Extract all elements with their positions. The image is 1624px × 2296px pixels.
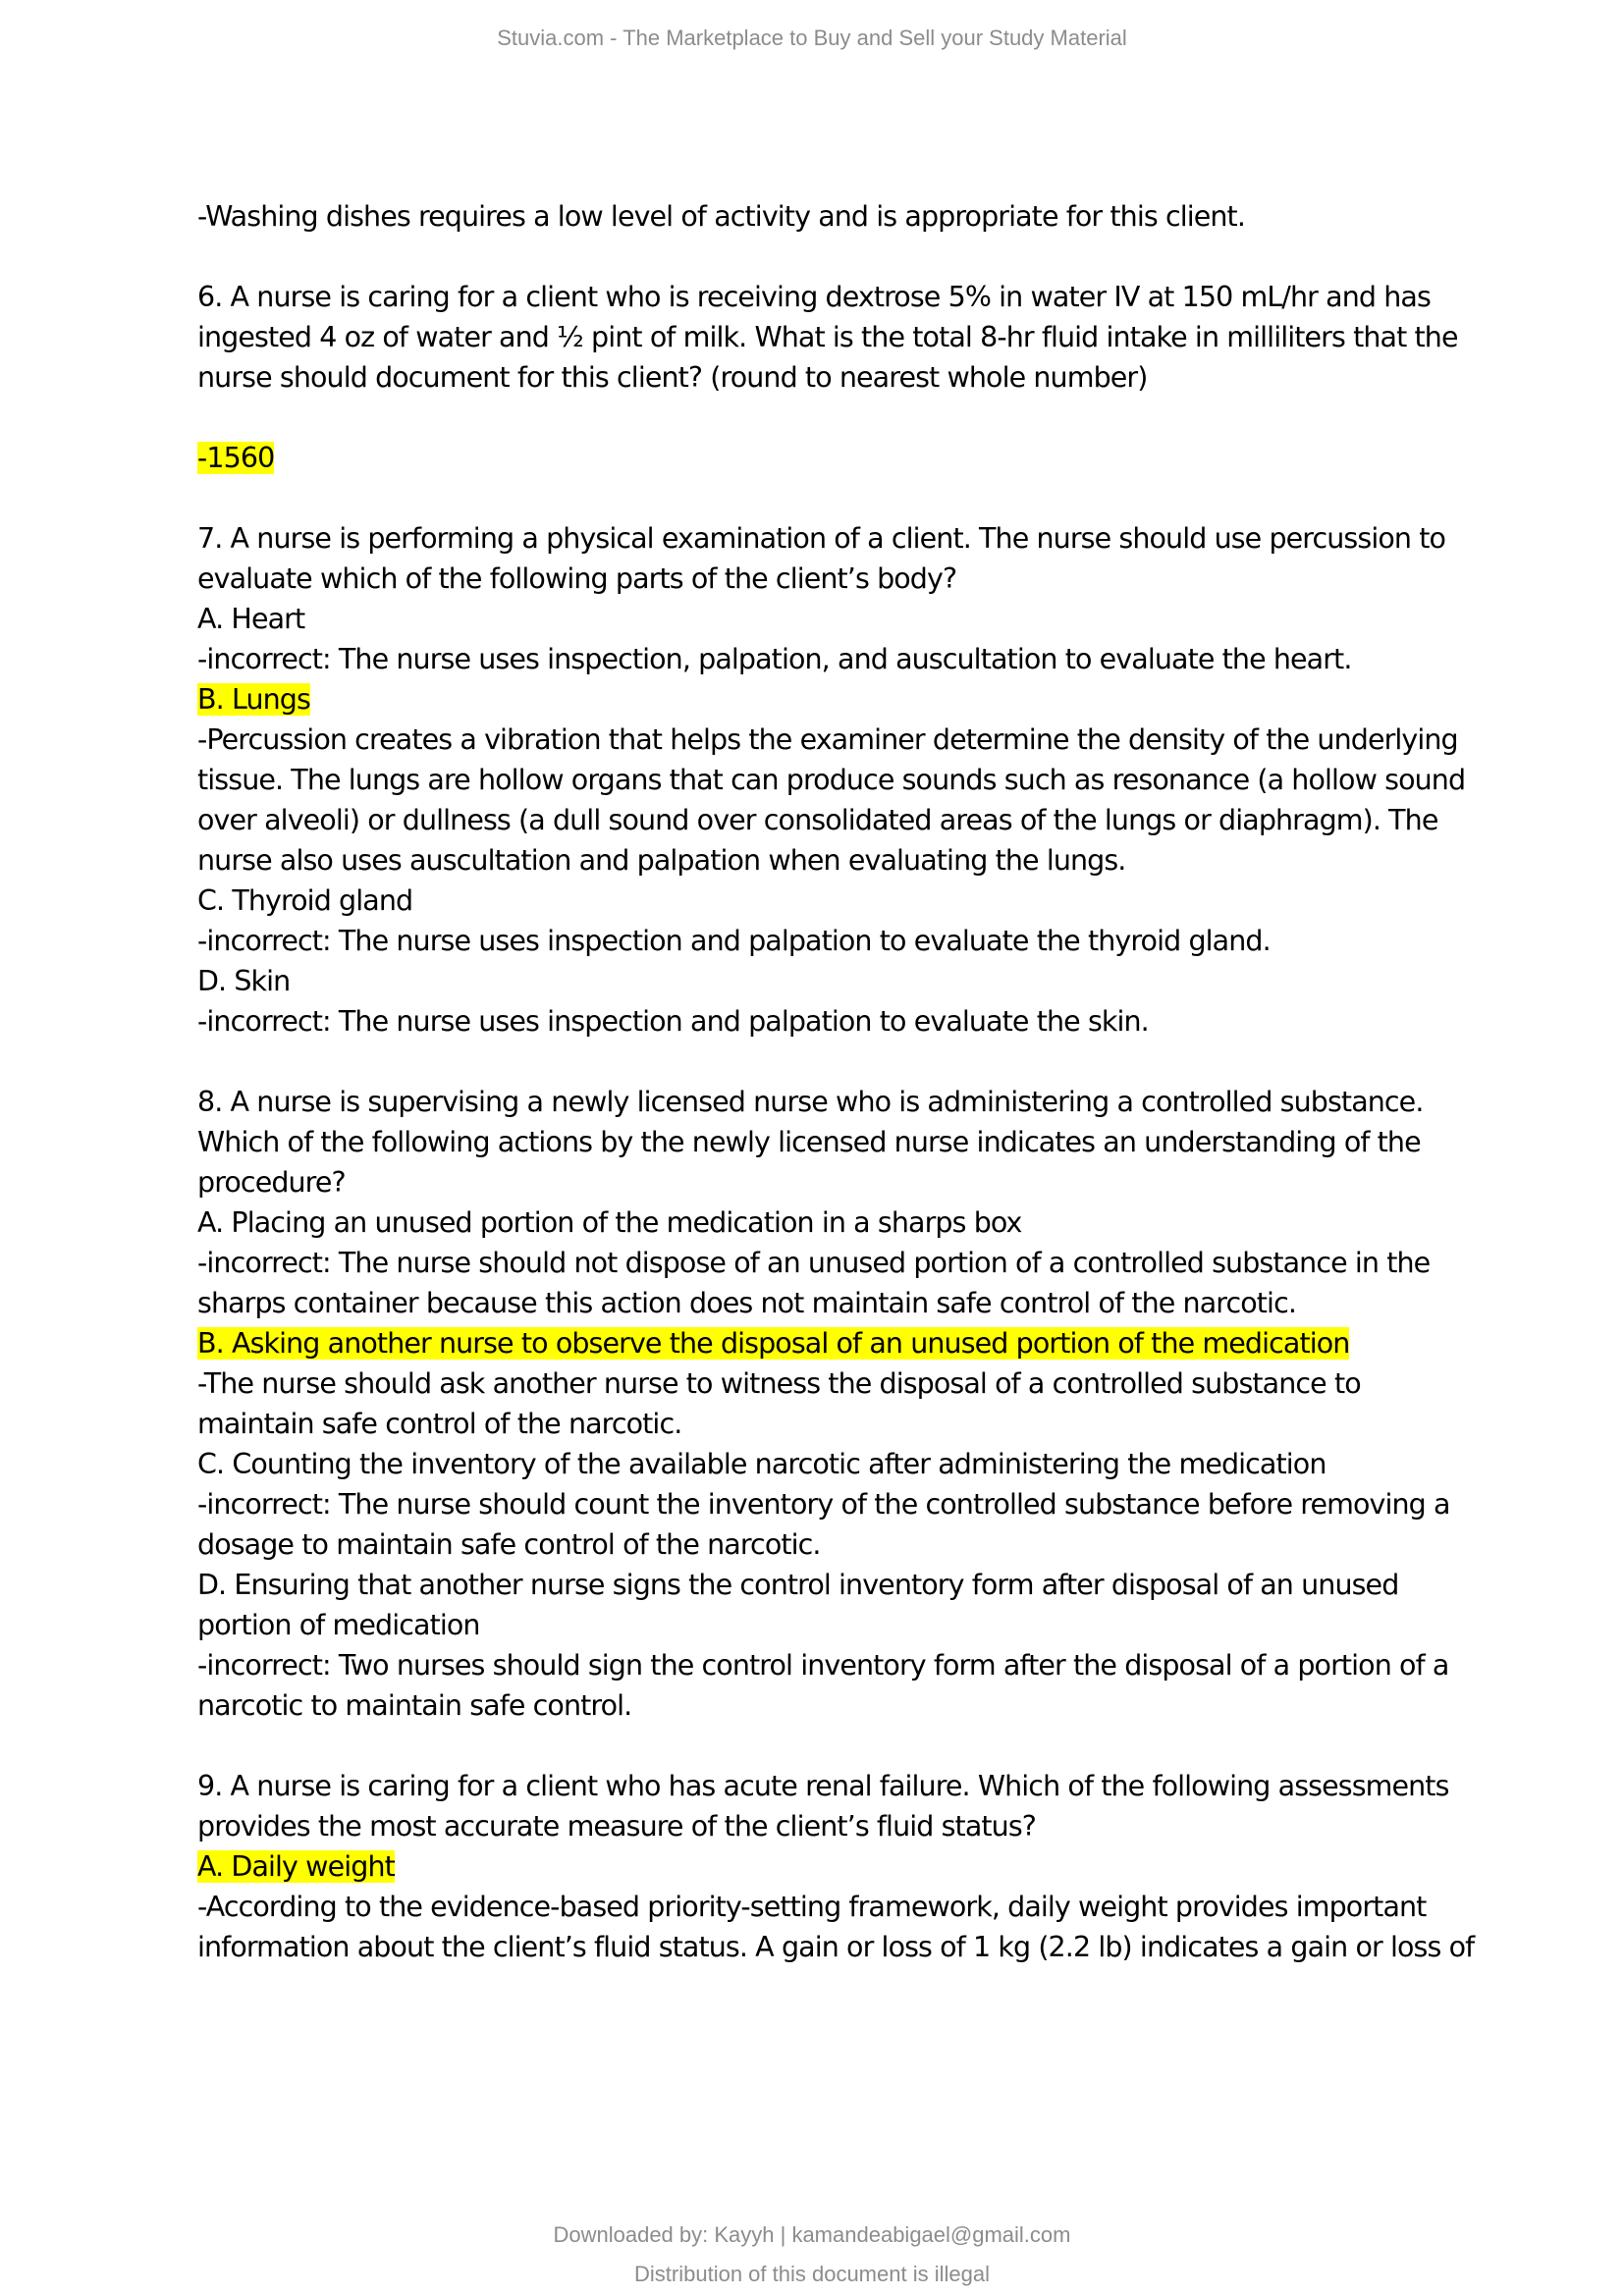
question-8-stem: procedure? <box>197 1166 346 1199</box>
question-8-rationale-d: narcotic to maintain safe control. <box>197 1689 632 1722</box>
question-9-rationale-a: information about the client’s fluid status. A gain or loss of 1 kg (2.2 lb) indicates a gain or loss of <box>197 1931 1475 1963</box>
question-8-option-c: C. Counting the inventory of the available narcotic after administering the medication <box>197 1448 1326 1480</box>
stuvia-header-banner: Stuvia.com - The Marketplace to Buy and Sell your Study Material <box>497 26 1127 50</box>
question-8-rationale-d: -incorrect: Two nurses should sign the control inventory form after the disposal of a portion of a <box>197 1649 1449 1682</box>
question-7-option-a: A. Heart <box>197 603 305 635</box>
question-8-rationale-c: dosage to maintain safe control of the narcotic. <box>197 1528 821 1561</box>
question-8-rationale-a: sharps container because this action does not maintain safe control of the narcotic. <box>197 1287 1296 1319</box>
question-9-option-a <box>197 1846 1493 1887</box>
question-9-stem: provides the most accurate measure of the client’s fluid status? <box>197 1810 1037 1842</box>
highlighted-answer: B. Lungs <box>197 683 310 716</box>
question-8-rationale-a: -incorrect: The nurse should not dispose of an unused portion of a controlled substance in the <box>197 1247 1431 1279</box>
question-7-stem: 7. A nurse is performing a physical examination of a client. The nurse should use percussion to <box>197 522 1446 555</box>
downloaded-by-footer: Downloaded by: Kayyh | kamandeabigael@gmail.com <box>553 2222 1071 2247</box>
question-7-rationale-a: -incorrect: The nurse uses inspection, palpation, and auscultation to evaluate the heart. <box>197 643 1352 675</box>
blank-line <box>197 237 1493 277</box>
question-7-rationale-d: -incorrect: The nurse uses inspection and palpation to evaluate the skin. <box>197 1005 1149 1038</box>
question-8-rationale-c: -incorrect: The nurse should count the inventory of the controlled substance before removing a <box>197 1488 1450 1521</box>
question-8-rationale-b: maintain safe control of the narcotic. <box>197 1408 682 1440</box>
question-6-stem: ingested 4 oz of water and ½ pint of milk. What is the total 8-hr fluid intake in milliliters that the <box>197 321 1458 353</box>
question-8-rationale-b: -The nurse should ask another nurse to witness the disposal of a controlled substance to <box>197 1367 1361 1400</box>
question-7-rationale-b: over alveoli) or dullness (a dull sound over consolidated areas of the lungs or diaphragm). The <box>197 804 1438 836</box>
blank-line <box>197 1726 1493 1766</box>
blank-line <box>197 1041 1493 1082</box>
question-8-option-a: A. Placing an unused portion of the medication in a sharps box <box>197 1206 1022 1239</box>
question-7-stem: evaluate which of the following parts of the client’s body? <box>197 562 957 595</box>
question-8-stem: Which of the following actions by the newly licensed nurse indicates an understanding of the <box>197 1126 1421 1158</box>
question-6-stem: nurse should document for this client? (round to nearest whole number) <box>197 361 1148 394</box>
question-7-rationale-b: nurse also uses auscultation and palpation when evaluating the lungs. <box>197 844 1126 877</box>
highlighted-answer: -1560 <box>197 442 275 474</box>
question-8-stem: 8. A nurse is supervising a newly licensed nurse who is administering a controlled substance. <box>197 1086 1424 1118</box>
question-9-stem: 9. A nurse is caring for a client who has acute renal failure. Which of the following assessments <box>197 1770 1449 1802</box>
question-7-rationale-b: -Percussion creates a vibration that helps the examiner determine the density of the underlying <box>197 723 1458 756</box>
blank-line <box>197 398 1493 438</box>
question-6-stem: 6. A nurse is caring for a client who is receiving dextrose 5% in water IV at 150 mL/hr and has <box>197 281 1431 313</box>
question-8-option-d: portion of medication <box>197 1609 480 1641</box>
blank-line <box>197 478 1493 518</box>
text-line: -Washing dishes requires a low level of activity and is appropriate for this client. <box>197 200 1245 233</box>
question-7-rationale-c: -incorrect: The nurse uses inspection and palpation to evaluate the thyroid gland. <box>197 925 1271 957</box>
question-8-option-d: D. Ensuring that another nurse signs the control inventory form after disposal of an unused <box>197 1569 1399 1601</box>
question-8-option-b <box>197 1323 1493 1363</box>
question-7-option-b <box>197 679 1493 720</box>
document-body <box>197 196 1493 1967</box>
highlighted-answer: B. Asking another nurse to observe the disposal of an unused portion of the medication <box>197 1327 1350 1360</box>
highlighted-answer: A. Daily weight <box>197 1850 395 1883</box>
question-9-rationale-a: -According to the evidence-based priority-setting framework, daily weight provides important <box>197 1891 1427 1923</box>
question-6-answer <box>197 438 1493 478</box>
distribution-notice-footer: Distribution of this document is illegal <box>634 2262 990 2286</box>
question-7-option-c: C. Thyroid gland <box>197 884 413 917</box>
question-7-rationale-b: tissue. The lungs are hollow organs that can produce sounds such as resonance (a hollow sound <box>197 764 1466 796</box>
question-7-option-d: D. Skin <box>197 965 291 997</box>
